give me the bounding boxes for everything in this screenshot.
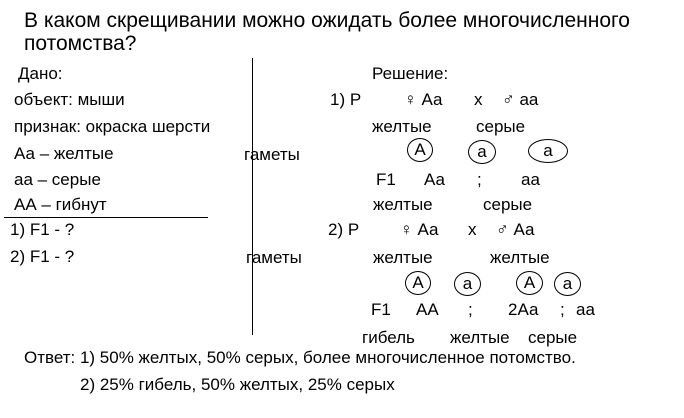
cross1-pheno-male: серые [476, 117, 526, 136]
cross2-f1-pheno-3: серые [528, 328, 578, 347]
question-line-2: потомства? [24, 32, 137, 55]
given-find-2: 2) F1 - ? [10, 247, 75, 266]
question-line-1: В каком скрещивании можно ожидать более многочисленного [24, 9, 630, 32]
solution-header: Решение: [372, 64, 449, 83]
cross1-x: х [474, 90, 483, 109]
given-divider [4, 217, 208, 218]
cross1-gamete-1: А [407, 138, 433, 162]
given-Aa: Аа – желтые [14, 144, 114, 163]
cross2-x: х [468, 220, 477, 239]
cross2-gamete-4: а [554, 272, 581, 296]
cross1-label: 1) Р [330, 90, 362, 109]
given-object: объект: мыши [14, 90, 125, 109]
cross1-female: ♀ Аа [404, 90, 443, 109]
cross2-gamete-3: А [516, 271, 543, 295]
given-find-1: 1) F1 - ? [10, 220, 75, 239]
cross1-gametes-label: гаметы [244, 145, 300, 164]
cross1-gamete-2: а [468, 140, 496, 164]
cross2-f1-pheno-1: гибель [362, 328, 415, 347]
cross2-f1-genotype-1: АА [416, 300, 439, 319]
given-aa: аа – серые [14, 170, 101, 189]
cross2-label: 2) Р [328, 220, 360, 239]
given-header: Дано: [18, 64, 63, 83]
cross2-pheno-male: желтые [490, 248, 550, 267]
cross1-f1-genotype-2: аа [521, 170, 540, 189]
cross2-f1-label: F1 [371, 300, 391, 319]
cross1-f1-separator: ; [477, 170, 482, 189]
cross2-f1-genotype-3: аа [576, 300, 595, 319]
cross1-f1-genotype-1: Аа [424, 170, 445, 189]
given-trait: признак: окраска шерсти [14, 117, 211, 136]
cross1-pheno-female: желтые [372, 117, 432, 136]
cross1-gamete-3: а [528, 139, 568, 163]
cross1-male: ♂ аа [502, 90, 539, 109]
cross2-pheno-female: желтые [373, 248, 433, 267]
given-AA: АА – гибнут [14, 195, 107, 214]
cross2-female: ♀ Аа [400, 220, 439, 239]
cross2-f1-separator-2: ; [560, 300, 565, 319]
cross1-f1-pheno-2: серые [483, 195, 533, 214]
cross2-gamete-1: А [405, 271, 431, 295]
cross2-f1-genotype-2: 2Аа [508, 300, 539, 319]
vertical-divider [252, 58, 253, 335]
cross2-f1-separator-1: ; [468, 300, 473, 319]
answer-line-1: Ответ: 1) 50% желтых, 50% серых, более многочисленное потомство. [24, 348, 576, 367]
answer-line-2: 2) 25% гибель, 50% желтых, 25% серых [80, 375, 395, 394]
cross2-male: ♂ Аа [496, 220, 535, 239]
cross2-f1-pheno-2: желтые [450, 328, 510, 347]
cross2-gametes-label: гаметы [246, 248, 302, 267]
cross1-f1-pheno-1: желтые [373, 195, 433, 214]
cross2-gamete-2: а [454, 272, 481, 296]
cross1-f1-label: F1 [376, 170, 396, 189]
